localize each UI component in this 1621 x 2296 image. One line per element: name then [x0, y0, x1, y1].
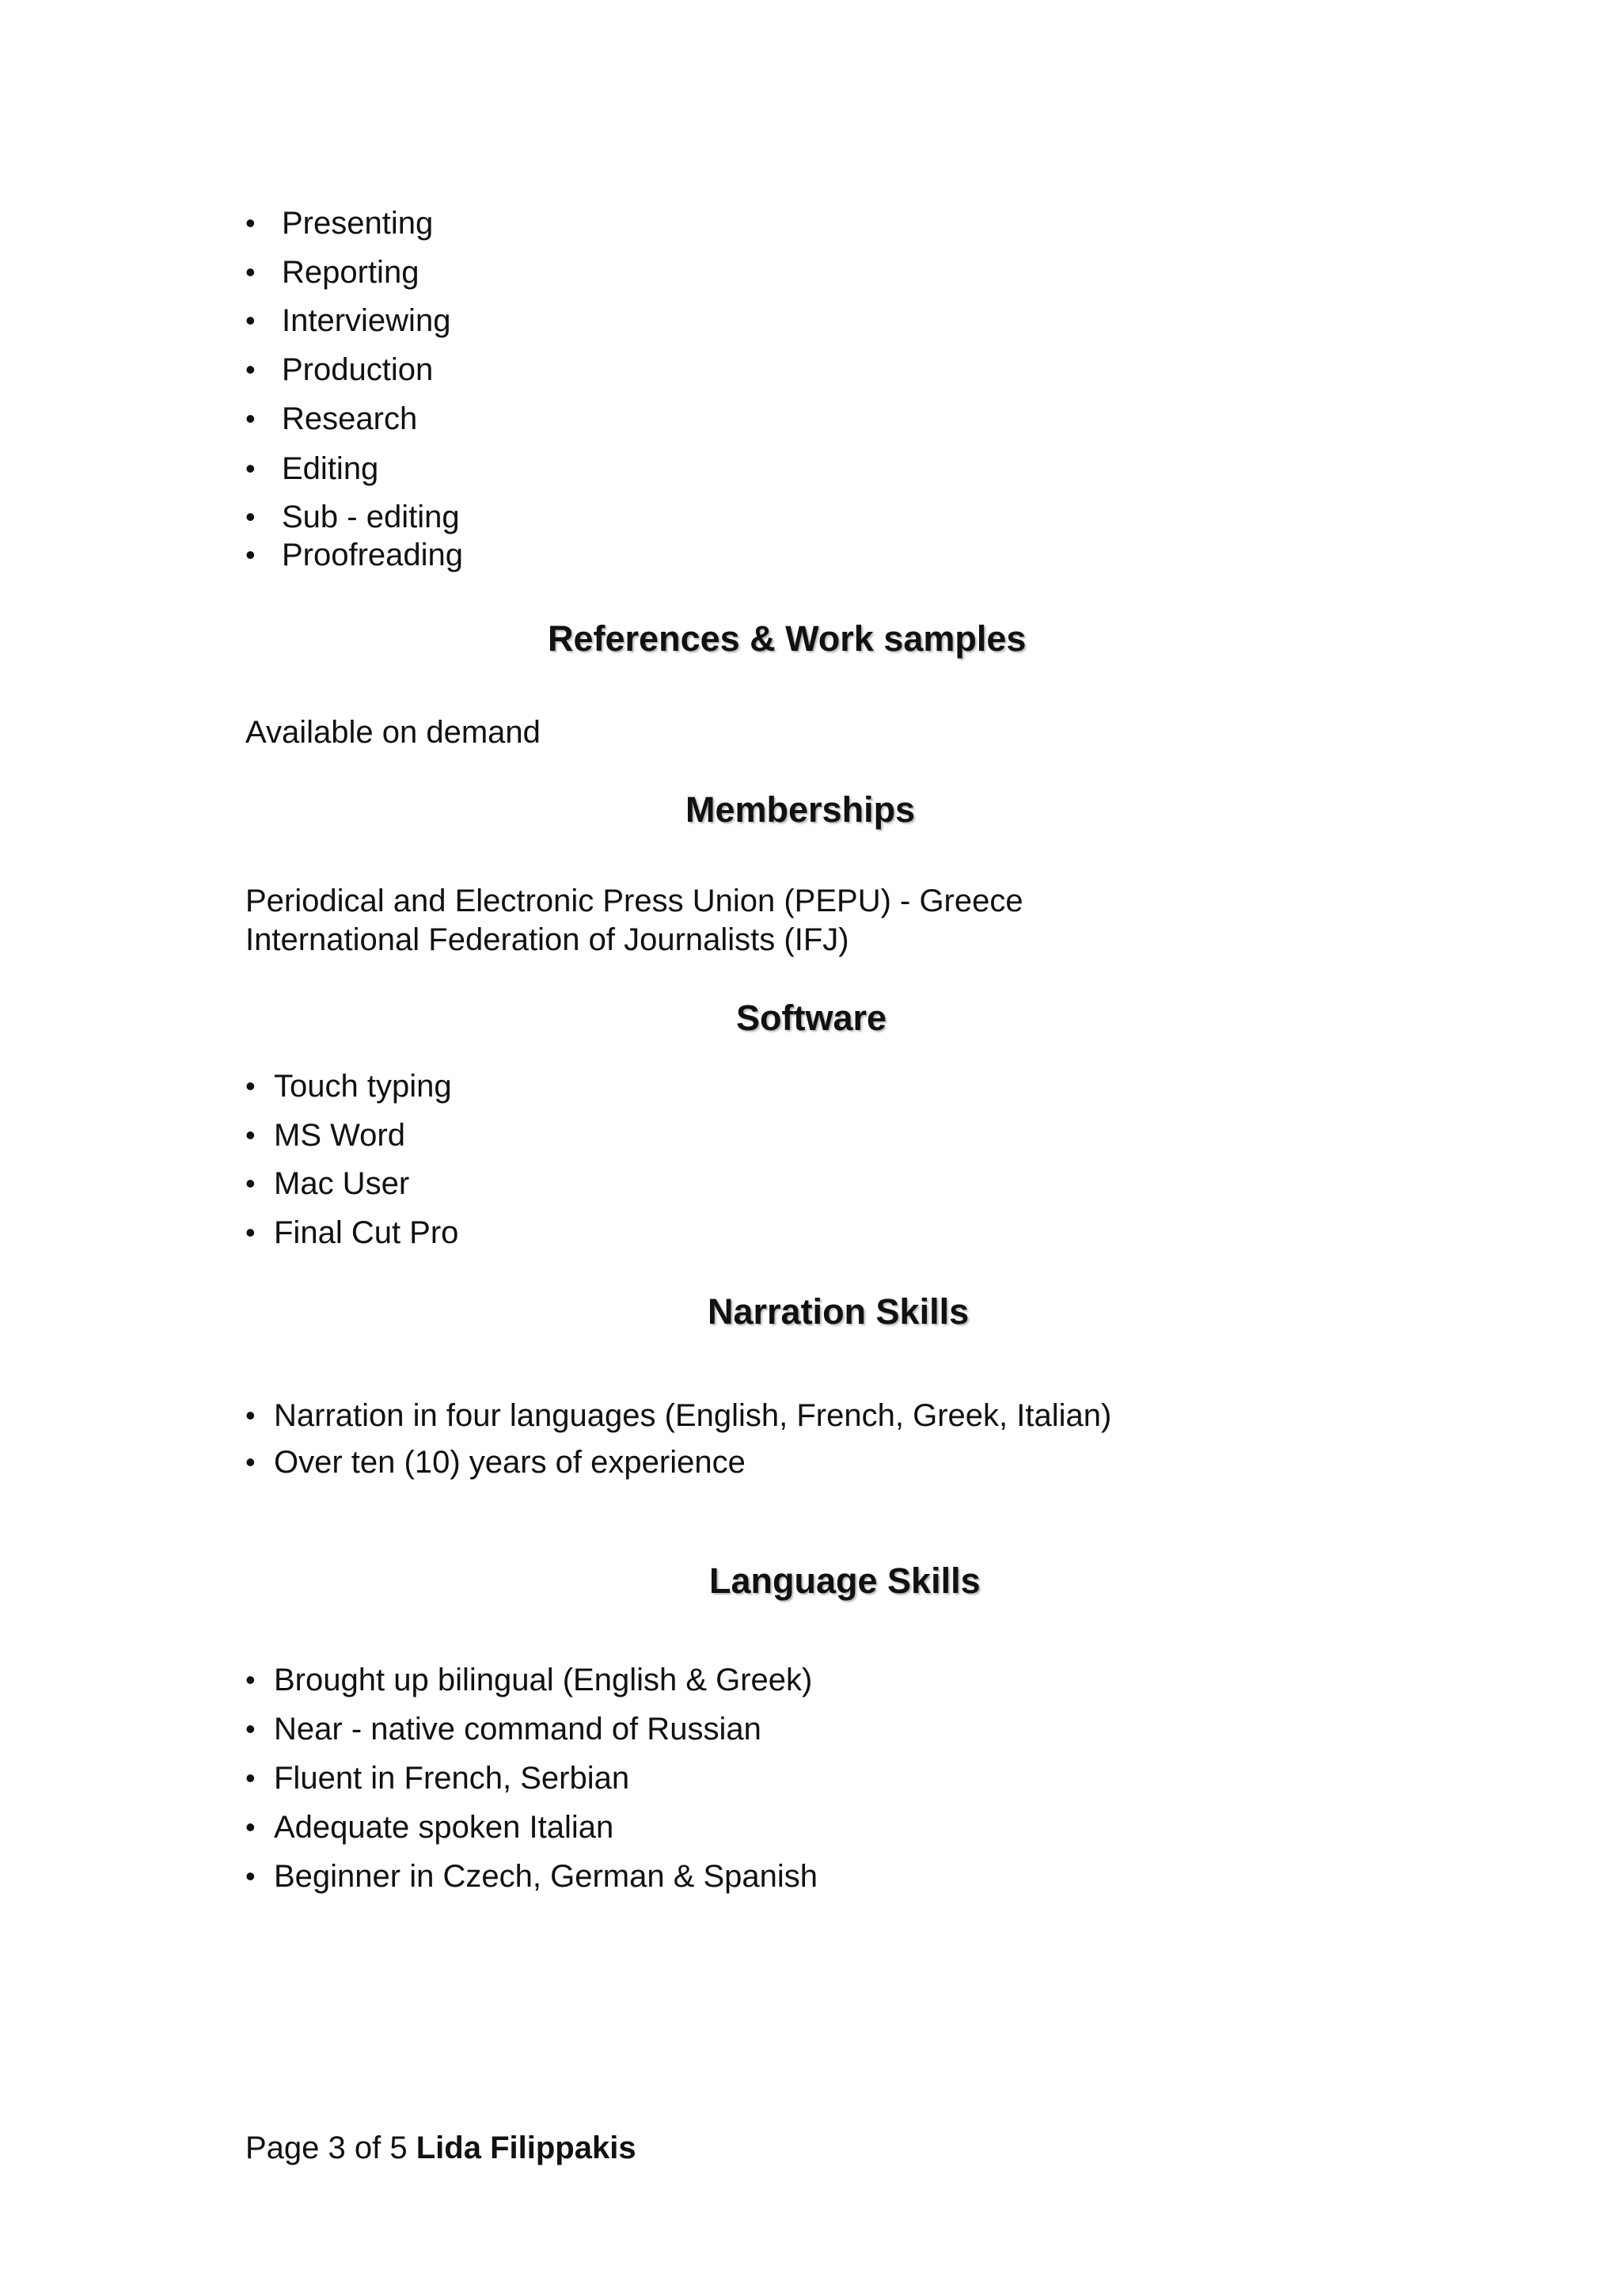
bullet-icon: • [245, 256, 256, 288]
list-item [245, 207, 433, 239]
bullet-icon: • [245, 538, 256, 571]
bullet-icon: • [245, 1167, 256, 1199]
list-item-label: Brought up bilingual (English & Greek) [274, 1663, 813, 1697]
list-item [245, 1713, 761, 1745]
list-item [245, 1446, 746, 1478]
list-item [245, 501, 460, 533]
list-item-label: Narration in four languages (English, French, Greek, Italian) [274, 1398, 1112, 1433]
software-heading: Software [736, 998, 887, 1038]
list-item [245, 1861, 818, 1892]
list-item-label: Fluent in French, Serbian [274, 1761, 630, 1796]
list-item-label: Adequate spoken Italian [274, 1810, 614, 1845]
bullet-icon: • [245, 1811, 256, 1843]
list-item [245, 1400, 1111, 1431]
list-item [245, 257, 419, 288]
bullet-icon: • [245, 402, 256, 435]
list-item-label: Proofreading [282, 538, 464, 572]
bullet-icon: • [245, 353, 256, 386]
list-item-label: MS Word [274, 1118, 405, 1153]
bullet-icon: • [245, 1399, 256, 1431]
list-item [245, 539, 463, 571]
bullet-icon: • [245, 1446, 256, 1478]
list-item [245, 1664, 812, 1696]
list-item [245, 305, 450, 336]
list-item-label: Near - native command of Russian [274, 1712, 761, 1747]
list-item-label: Beginner in Czech, German & Spanish [274, 1859, 818, 1894]
author-name: Lida Filippakis [416, 2131, 636, 2165]
references-text: Available on demand [245, 715, 541, 750]
list-item [245, 1811, 613, 1843]
membership-line: International Federation of Journalists (IFJ) [245, 922, 849, 957]
list-item [245, 453, 378, 485]
list-item [245, 1168, 409, 1199]
list-item [245, 1119, 405, 1151]
bullet-icon: • [245, 452, 256, 485]
bullet-icon: • [245, 1712, 256, 1745]
list-item-label: Reporting [282, 255, 419, 290]
bullet-icon: • [245, 304, 256, 336]
membership-line: Periodical and Electronic Press Union (PEPU) - Greece [245, 884, 1023, 918]
narration-heading: Narration Skills [708, 1291, 970, 1332]
list-item [245, 1217, 458, 1249]
bullet-icon: • [245, 1860, 256, 1892]
list-item-label: Editing [282, 451, 379, 486]
list-item [245, 1762, 629, 1794]
bullet-icon: • [245, 1762, 256, 1794]
list-item [245, 354, 433, 386]
bullet-icon: • [245, 1663, 256, 1696]
list-item-label: Research [282, 401, 418, 436]
list-item-label: Presenting [282, 206, 434, 241]
bullet-icon: • [245, 1070, 256, 1102]
list-item-label: Mac User [274, 1166, 410, 1201]
page-footer [245, 2128, 636, 2168]
bullet-icon: • [245, 1216, 256, 1249]
bullet-icon: • [245, 1119, 256, 1151]
list-item-label: Touch typing [274, 1069, 452, 1104]
references-heading: References & Work samples [548, 618, 1027, 659]
memberships-heading: Memberships [685, 789, 916, 830]
languages-heading: Language Skills [709, 1560, 981, 1601]
list-item-label: Over ten (10) years of experience [274, 1445, 746, 1480]
list-item [245, 403, 417, 435]
page-number: Page 3 of 5 [245, 2131, 408, 2165]
list-item-label: Production [282, 352, 434, 387]
bullet-icon: • [245, 207, 256, 239]
list-item-label: Interviewing [282, 303, 451, 338]
list-item-label: Final Cut Pro [274, 1215, 459, 1250]
bullet-icon: • [245, 500, 256, 533]
list-item-label: Sub - editing [282, 500, 460, 534]
list-item [245, 1070, 452, 1102]
